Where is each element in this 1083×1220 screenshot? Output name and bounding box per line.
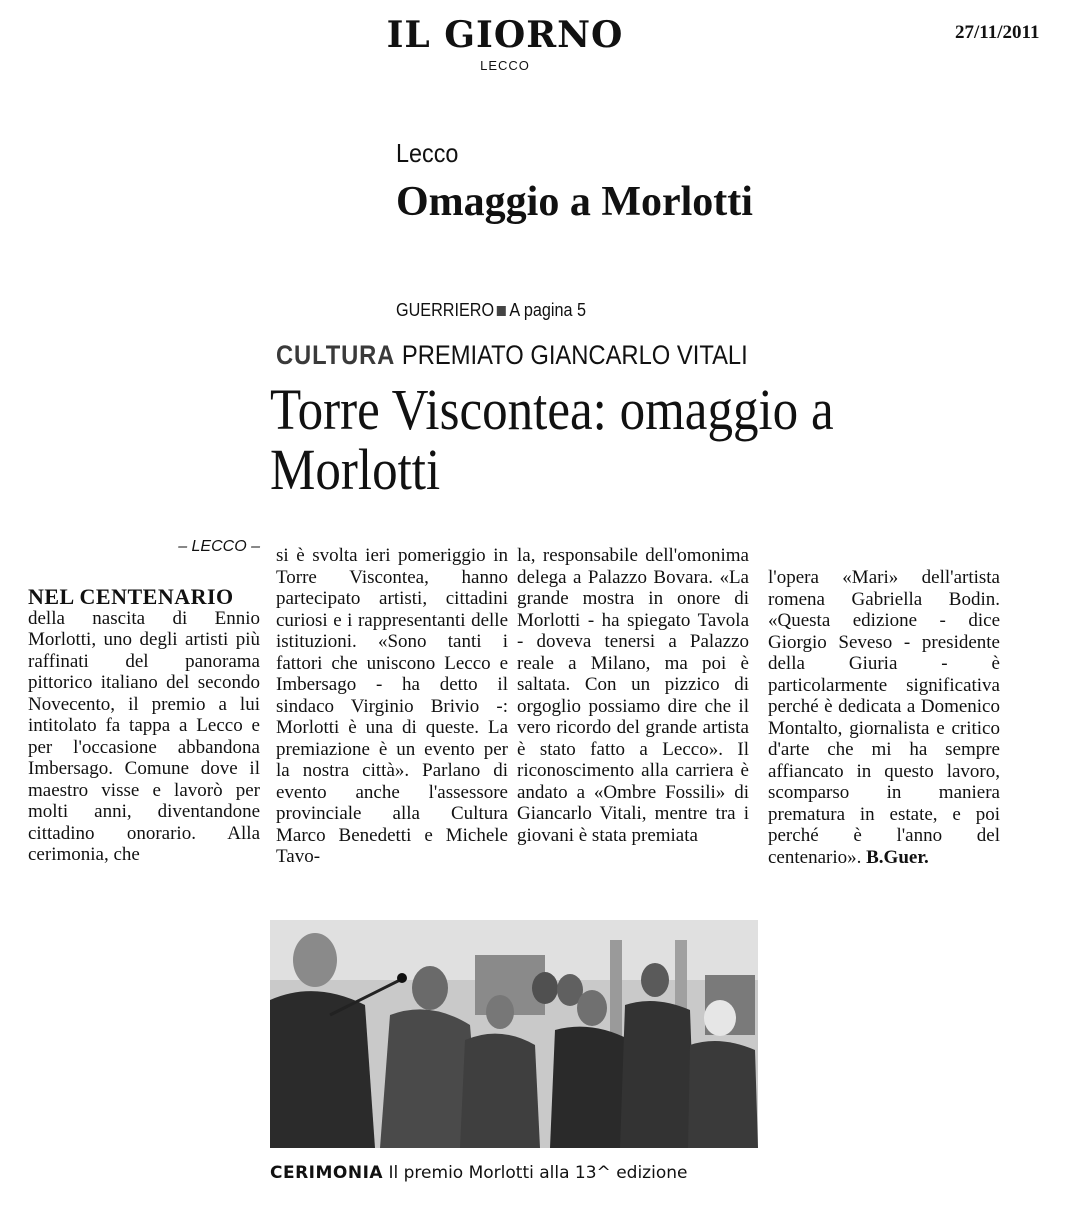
ceremony-photo xyxy=(270,920,758,1148)
caption-text: Il premio Morlotti alla 13^ edizione xyxy=(388,1163,688,1183)
article-lead-in: NEL CENTENARIO xyxy=(28,584,234,609)
photo-caption xyxy=(270,1163,770,1183)
column-2-text: si è svolta ieri pomeriggio in Torre Viscontea, hanno partecipato artisti, cittadini curiosi e i rappresentanti delle istituzioni. «Sono tanti i fattori che uniscono Lecco e Imbersago - ha detto il sindaco Virginio Brivio -: Morlotti è una di queste. La premiazione è un evento per la nostra città». Parlano di evento anche l'assessore provinciale alla Cultura Marco Benedetti e Michele Tavo- xyxy=(276,545,508,867)
column-4-body: l'opera «Mari» dell'artista romena Gabriella Bodin. «Questa edizione - dice Giorgio Seveso - presidente della Giuria - è particolarmente significativa perché è dedicata a Domenico Montalto, giornalista e critico d'arte che mi ha sempre affiancato in questo lavoro, scomparso in maniera prematura in estate, e poi perché è l'anno del centenario». xyxy=(768,567,1000,868)
article-column-1 xyxy=(28,586,260,866)
column-4-text xyxy=(768,567,1000,868)
teaser-author: GUERRIERO xyxy=(396,300,495,320)
teaser-page-ref: A pagina 5 xyxy=(509,300,586,320)
article-subhead: PREMIATO GIANCARLO VITALI xyxy=(401,340,748,370)
ceremony-photo-illustration xyxy=(270,920,758,1148)
article-byline: B.Guer. xyxy=(866,846,929,868)
column-3-text: la, responsabile dell'omonima delega a Palazzo Bovara. «La grande mostra in onore di Morlotti - ha spiegato Tavola - doveva tenersi a Palazzo reale a Milano, ma poi è saltata. Con un pizzico di orgoglio possiamo dire che il vero ricordo del grande artista è stato fatto a Lecco». Il riconoscimento alla carriera è andato a «Ombre Fossili» di Giancarlo Vitali, mentre tra i giovani è stata premiata xyxy=(517,545,749,846)
article-column-2 xyxy=(276,545,508,868)
teaser-kicker: Lecco xyxy=(396,138,459,168)
article-column-3 xyxy=(517,545,749,846)
caption-label: CERIMONIA xyxy=(270,1163,384,1183)
newspaper-masthead: IL GIORNO xyxy=(386,14,624,56)
square-bullet-icon xyxy=(497,306,506,316)
teaser-page-reference xyxy=(396,300,586,321)
section-line xyxy=(276,340,748,371)
article-column-4 xyxy=(768,567,1000,868)
publication-date: 27/11/2011 xyxy=(955,22,1040,43)
article-dateline: – LECCO – xyxy=(178,538,260,555)
column-1-text: della nascita di Ennio Morlotti, uno degli artisti più raffinati del panorama pittorico italiano del secondo Novecento, il premio a lui intitolato fa tappa a Lecco e per l'occasione abbandona Imbersago. Comune dove il maestro visse e lavorò per molti anni, diventandone cittadino onorario. Alla cerimonia, che xyxy=(28,607,260,865)
article-headline: Torre Viscontea: omaggio a Morlotti xyxy=(270,377,834,502)
section-label: CULTURA xyxy=(276,340,396,370)
teaser-title: Omaggio a Morlotti xyxy=(396,179,753,225)
edition-label: LECCO xyxy=(480,58,530,73)
